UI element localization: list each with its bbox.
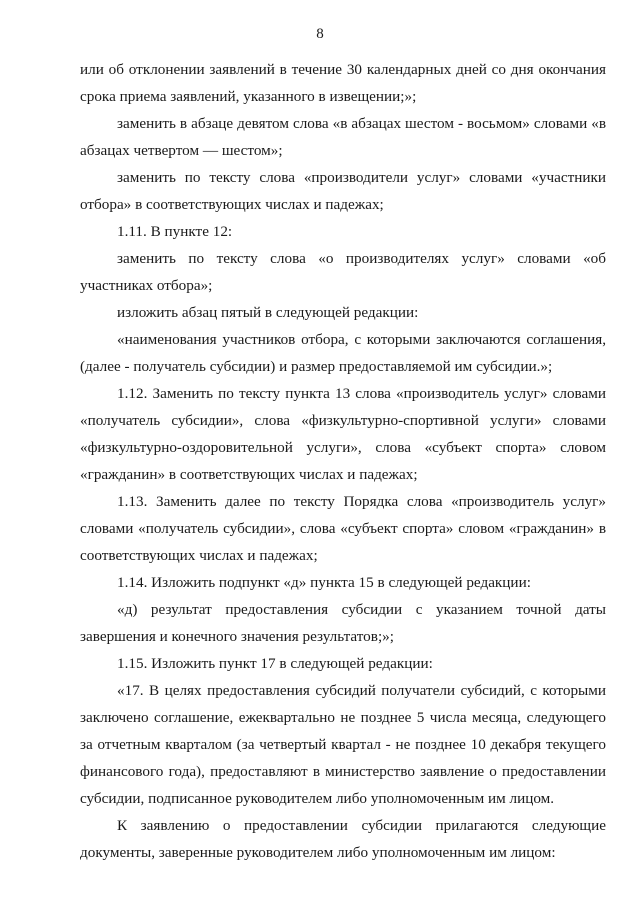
paragraph: «наименования участников отбора, с которыми заключаются соглашения, (далее - получатель субсидии) и размер предоставляемой им субсидии.»; (80, 331, 606, 375)
paragraph: заменить по тексту слова «о производителях услуг» словами «об участниках отбора»; (80, 250, 606, 294)
paragraph: изложить абзац пятый в следующей редакции: (117, 304, 419, 321)
paragraph: «д) результат предоставления субсидии с указанием точной даты завершения и конечного значения результатов;»; (80, 601, 606, 645)
paragraph: 1.13. Заменить далее по тексту Порядка слова «производитель услуг» словами «получатель субсидии», слова «субъект спорта» словом «гражданин» в соответствующих числах и падежах; (80, 493, 606, 564)
paragraph: или об отклонении заявлений в течение 30 календарных дней со дня окончания срока приема заявлений, указанного в извещении;»; (80, 61, 606, 105)
paragraph: 1.15. Изложить пункт 17 в следующей редакции: (117, 655, 433, 672)
paragraph: 1.12. Заменить по тексту пункта 13 слова «производитель услуг» словами «получатель субсидии», слова «физкультурно-спортивной услуги» словами «физкультурно-оздоровительной услуги», слова «субъект спорта» словом «гражданин» в соответствующих числах и падежах; (80, 385, 606, 483)
paragraph: 1.11. В пункте 12: (117, 223, 233, 240)
paragraph: заменить по тексту слова «производители услуг» словами «участники отбора» в соответствующих числах и падежах; (80, 169, 606, 213)
document-body (80, 56, 606, 866)
paragraph: заменить в абзаце девятом слова «в абзацах шестом - восьмом» словами «в абзацах четвертом — шестом»; (80, 115, 606, 159)
paragraph: 1.14. Изложить подпункт «д» пункта 15 в следующей редакции: (117, 574, 531, 591)
page-number: 8 (316, 26, 324, 42)
paragraph: «17. В целях предоставления субсидий получатели субсидий, с которыми заключено соглашение, ежеквартально не позднее 5 числа месяца, следующего за отчетным кварталом (за четвертый квартал - не позднее 10 декабря текущего финансового года), предоставляют в министерство заявление о предоставлении субсидии, подписанное руководителем либо уполномоченным им лицом. (80, 682, 606, 807)
paragraph: К заявлению о предоставлении субсидии прилагаются следующие документы, заверенные руководителем либо уполномоченным им лицом: (80, 817, 606, 861)
